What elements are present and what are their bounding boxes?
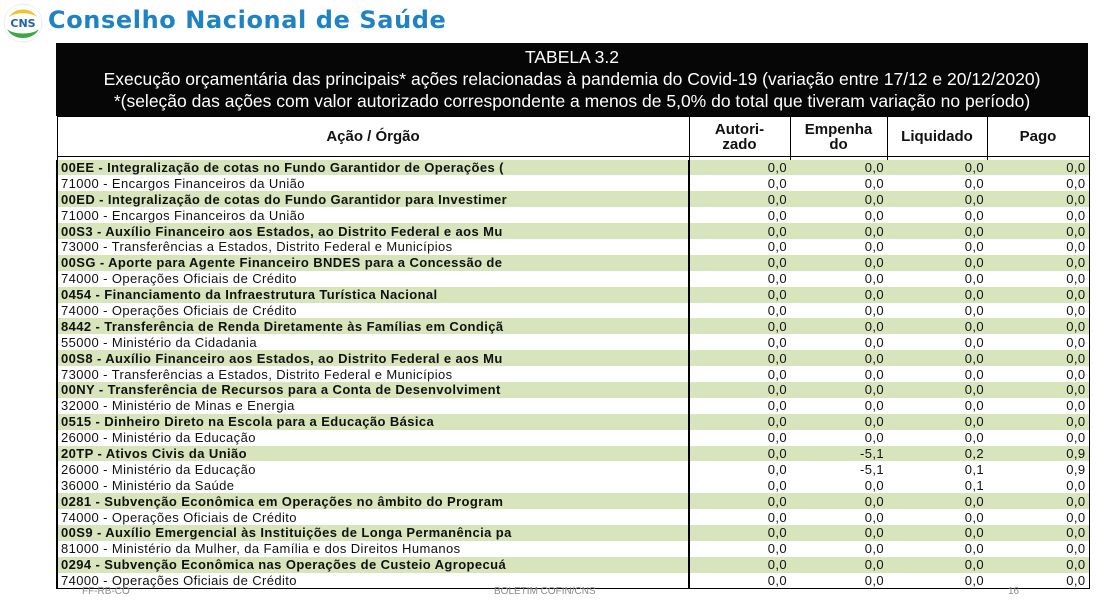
- organ-label: 26000 - Ministério da Educação: [57, 461, 689, 477]
- header-autorizado: Autori- zado: [689, 117, 790, 157]
- organ-row: [57, 541, 1089, 557]
- pago-value: 0,0: [987, 493, 1089, 509]
- action-label: 0515 - Dinheiro Direto na Escola para a Educação Básica: [57, 414, 689, 430]
- organization-title: Conselho Nacional de Saúde: [48, 6, 447, 34]
- liquidado-value: 0,0: [887, 557, 987, 573]
- organ-label: 71000 - Encargos Financeiros da União: [57, 207, 689, 223]
- organ-label: 71000 - Encargos Financeiros da União: [57, 175, 689, 191]
- empenhado-value: 0,0: [790, 557, 887, 573]
- empenhado-value: -5,1: [790, 446, 887, 462]
- action-row: [57, 191, 1089, 207]
- liquidado-value: 0,0: [887, 191, 987, 207]
- organ-row: [57, 175, 1089, 191]
- organ-label: 73000 - Transferências a Estados, Distrito Federal e Municípios: [57, 366, 689, 382]
- organ-label: 81000 - Ministério da Mulher, da Família e dos Direitos Humanos: [57, 541, 689, 557]
- liquidado-value: 0,0: [887, 398, 987, 414]
- autorizado-value: 0,0: [689, 525, 790, 541]
- cns-logo-icon: [3, 3, 43, 43]
- autorizado-value: 0,0: [689, 477, 790, 493]
- empenhado-value: 0,0: [790, 271, 887, 287]
- action-row: [57, 287, 1089, 303]
- pago-value: 0,0: [987, 541, 1089, 557]
- liquidado-value: 0,0: [887, 334, 987, 350]
- table-title-box: [56, 43, 1088, 116]
- budget-table: [56, 116, 1090, 589]
- organ-label: 74000 - Operações Oficiais de Crédito: [57, 271, 689, 287]
- action-row: [57, 446, 1089, 462]
- autorizado-value: 0,0: [689, 334, 790, 350]
- liquidado-value: 0,0: [887, 239, 987, 255]
- empenhado-value: 0,0: [790, 207, 887, 223]
- autorizado-value: 0,0: [689, 271, 790, 287]
- pago-value: 0,9: [987, 461, 1089, 477]
- liquidado-value: 0,0: [887, 509, 987, 525]
- empenhado-value: 0,0: [790, 414, 887, 430]
- liquidado-value: 0,0: [887, 207, 987, 223]
- autorizado-value: 0,0: [689, 223, 790, 239]
- empenhado-value: 0,0: [790, 366, 887, 382]
- autorizado-value: 0,0: [689, 207, 790, 223]
- action-label: 8442 - Transferência de Renda Diretamente às Famílias em Condiçã: [57, 318, 689, 334]
- autorizado-value: 0,0: [689, 493, 790, 509]
- autorizado-value: 0,0: [689, 287, 790, 303]
- organ-label: 74000 - Operações Oficiais de Crédito: [57, 573, 689, 589]
- header-pago: Pago: [987, 117, 1089, 157]
- autorizado-value: 0,0: [689, 175, 790, 191]
- organ-row: [57, 239, 1089, 255]
- empenhado-value: 0,0: [790, 430, 887, 446]
- liquidado-value: 0,0: [887, 318, 987, 334]
- empenhado-value: 0,0: [790, 350, 887, 366]
- empenhado-value: 0,0: [790, 160, 887, 176]
- liquidado-value: 0,0: [887, 573, 987, 589]
- pago-value: 0,0: [987, 318, 1089, 334]
- pago-value: 0,0: [987, 160, 1089, 176]
- pago-value: 0,0: [987, 207, 1089, 223]
- autorizado-value: 0,0: [689, 509, 790, 525]
- organ-label: 74000 - Operações Oficiais de Crédito: [57, 303, 689, 319]
- autorizado-value: 0,0: [689, 398, 790, 414]
- liquidado-value: 0,0: [887, 175, 987, 191]
- pago-value: 0,0: [987, 509, 1089, 525]
- action-label: 00ED - Integralização de cotas do Fundo Garantidor para Investimer: [57, 191, 689, 207]
- empenhado-value: 0,0: [790, 334, 887, 350]
- pago-value: 0,0: [987, 223, 1089, 239]
- empenhado-value: -5,1: [790, 461, 887, 477]
- autorizado-value: 0,0: [689, 446, 790, 462]
- organ-row: [57, 334, 1089, 350]
- pago-value: 0,0: [987, 430, 1089, 446]
- pago-value: 0,0: [987, 239, 1089, 255]
- action-row: [57, 557, 1089, 573]
- pago-value: 0,0: [987, 477, 1089, 493]
- action-row: [57, 223, 1089, 239]
- liquidado-value: 0,1: [887, 477, 987, 493]
- table-body: [57, 160, 1089, 589]
- autorizado-value: 0,0: [689, 318, 790, 334]
- pago-value: 0,0: [987, 271, 1089, 287]
- organ-label: 73000 - Transferências a Estados, Distrito Federal e Municípios: [57, 239, 689, 255]
- organ-row: [57, 430, 1089, 446]
- table-header-row: [57, 117, 1089, 157]
- action-label: 20TP - Ativos Civis da União: [57, 446, 689, 462]
- page-header: [0, 0, 1098, 44]
- action-row: [57, 350, 1089, 366]
- liquidado-value: 0,0: [887, 271, 987, 287]
- pago-value: 0,0: [987, 398, 1089, 414]
- autorizado-value: 0,0: [689, 239, 790, 255]
- autorizado-value: 0,0: [689, 366, 790, 382]
- empenhado-value: 0,0: [790, 541, 887, 557]
- action-row: [57, 414, 1089, 430]
- pago-value: 0,0: [987, 255, 1089, 271]
- organ-row: [57, 398, 1089, 414]
- empenhado-value: 0,0: [790, 255, 887, 271]
- pago-value: 0,0: [987, 350, 1089, 366]
- empenhado-value: 0,0: [790, 318, 887, 334]
- pago-value: 0,0: [987, 573, 1089, 589]
- pago-value: 0,9: [987, 446, 1089, 462]
- action-row: [57, 318, 1089, 334]
- autorizado-value: 0,0: [689, 255, 790, 271]
- liquidado-value: 0,0: [887, 493, 987, 509]
- header-acao-orgao: Ação / Órgão: [57, 117, 689, 157]
- logo-text: CNS: [10, 17, 36, 30]
- organ-row: [57, 366, 1089, 382]
- liquidado-value: 0,0: [887, 350, 987, 366]
- empenhado-value: 0,0: [790, 493, 887, 509]
- empenhado-value: 0,0: [790, 525, 887, 541]
- action-label: 00S8 - Auxílio Financeiro aos Estados, ao Distrito Federal e aos Mu: [57, 350, 689, 366]
- pago-value: 0,0: [987, 414, 1089, 430]
- liquidado-value: 0,0: [887, 414, 987, 430]
- table-number: TABELA 3.2: [524, 47, 620, 67]
- empenhado-value: 0,0: [790, 191, 887, 207]
- autorizado-value: 0,0: [689, 557, 790, 573]
- footer-bulletin: BOLETIM COFIN/CNS: [494, 586, 596, 597]
- action-row: [57, 382, 1089, 398]
- liquidado-value: 0,0: [887, 160, 987, 176]
- liquidado-value: 0,0: [887, 382, 987, 398]
- autorizado-value: 0,0: [689, 382, 790, 398]
- liquidado-value: 0,0: [887, 223, 987, 239]
- organ-row: [57, 509, 1089, 525]
- liquidado-value: 0,0: [887, 430, 987, 446]
- empenhado-value: 0,0: [790, 398, 887, 414]
- empenhado-value: 0,0: [790, 239, 887, 255]
- action-label: 00NY - Transferência de Recursos para a Conta de Desenvolviment: [57, 382, 689, 398]
- action-row: [57, 525, 1089, 541]
- organ-label: 26000 - Ministério da Educação: [57, 430, 689, 446]
- action-label: 00SG - Aporte para Agente Financeiro BNDES para a Concessão de: [57, 255, 689, 271]
- table-caption: Execução orçamentária das principais* ações relacionadas à pandemia do Covid-19 (variação entre 17/12 e 20/12/2020): [103, 69, 1041, 89]
- action-row: [57, 160, 1089, 176]
- action-label: 0294 - Subvenção Econômica nas Operações de Custeio Agropecuá: [57, 557, 689, 573]
- action-row: [57, 255, 1089, 271]
- action-label: 00EE - Integralização de cotas no Fundo Garantidor de Operações (: [57, 160, 689, 176]
- action-label: 0454 - Financiamento da Infraestrutura Turística Nacional: [57, 287, 689, 303]
- organ-row: [57, 207, 1089, 223]
- pago-value: 0,0: [987, 175, 1089, 191]
- empenhado-value: 0,0: [790, 382, 887, 398]
- organ-label: 74000 - Operações Oficiais de Crédito: [57, 509, 689, 525]
- page-number: 16: [1008, 586, 1020, 597]
- autorizado-value: 0,0: [689, 414, 790, 430]
- liquidado-value: 0,0: [887, 366, 987, 382]
- action-row: [57, 493, 1089, 509]
- autorizado-value: 0,0: [689, 461, 790, 477]
- organ-row: [57, 477, 1089, 493]
- liquidado-value: 0,0: [887, 255, 987, 271]
- autorizado-value: 0,0: [689, 303, 790, 319]
- autorizado-value: 0,0: [689, 350, 790, 366]
- organ-row: [57, 303, 1089, 319]
- autorizado-value: 0,0: [689, 191, 790, 207]
- action-label: 00S9 - Auxílio Emergencial às Instituições de Longa Permanência pa: [57, 525, 689, 541]
- empenhado-value: 0,0: [790, 223, 887, 239]
- liquidado-value: 0,0: [887, 525, 987, 541]
- pago-value: 0,0: [987, 382, 1089, 398]
- autorizado-value: 0,0: [689, 573, 790, 589]
- action-label: 0281 - Subvenção Econômica em Operações no âmbito do Program: [57, 493, 689, 509]
- pago-value: 0,0: [987, 287, 1089, 303]
- action-label: 00S3 - Auxílio Financeiro aos Estados, ao Distrito Federal e aos Mu: [57, 223, 689, 239]
- liquidado-value: 0,0: [887, 303, 987, 319]
- organ-label: 32000 - Ministério de Minas e Energia: [57, 398, 689, 414]
- header-empenhado: Empenha do: [790, 117, 887, 157]
- liquidado-value: 0,2: [887, 446, 987, 462]
- autorizado-value: 0,0: [689, 541, 790, 557]
- empenhado-value: 0,0: [790, 175, 887, 191]
- organ-label: 36000 - Ministério da Saúde: [57, 477, 689, 493]
- empenhado-value: 0,0: [790, 303, 887, 319]
- footer-code: FF-RB-CO: [82, 586, 130, 597]
- pago-value: 0,0: [987, 366, 1089, 382]
- organ-row: [57, 271, 1089, 287]
- autorizado-value: 0,0: [689, 430, 790, 446]
- table-note: *(seleção das ações com valor autorizado correspondente a menos de 5,0% do total que tiveram variação no período): [113, 91, 1031, 111]
- pago-value: 0,0: [987, 334, 1089, 350]
- empenhado-value: 0,0: [790, 509, 887, 525]
- organ-row: [57, 461, 1089, 477]
- pago-value: 0,0: [987, 303, 1089, 319]
- autorizado-value: 0,0: [689, 160, 790, 176]
- organ-label: 55000 - Ministério da Cidadania: [57, 334, 689, 350]
- pago-value: 0,0: [987, 557, 1089, 573]
- empenhado-value: 0,0: [790, 573, 887, 589]
- empenhado-value: 0,0: [790, 287, 887, 303]
- pago-value: 0,0: [987, 525, 1089, 541]
- empenhado-value: 0,0: [790, 477, 887, 493]
- liquidado-value: 0,1: [887, 461, 987, 477]
- header-liquidado: Liquidado: [887, 117, 987, 157]
- liquidado-value: 0,0: [887, 541, 987, 557]
- pago-value: 0,0: [987, 191, 1089, 207]
- liquidado-value: 0,0: [887, 287, 987, 303]
